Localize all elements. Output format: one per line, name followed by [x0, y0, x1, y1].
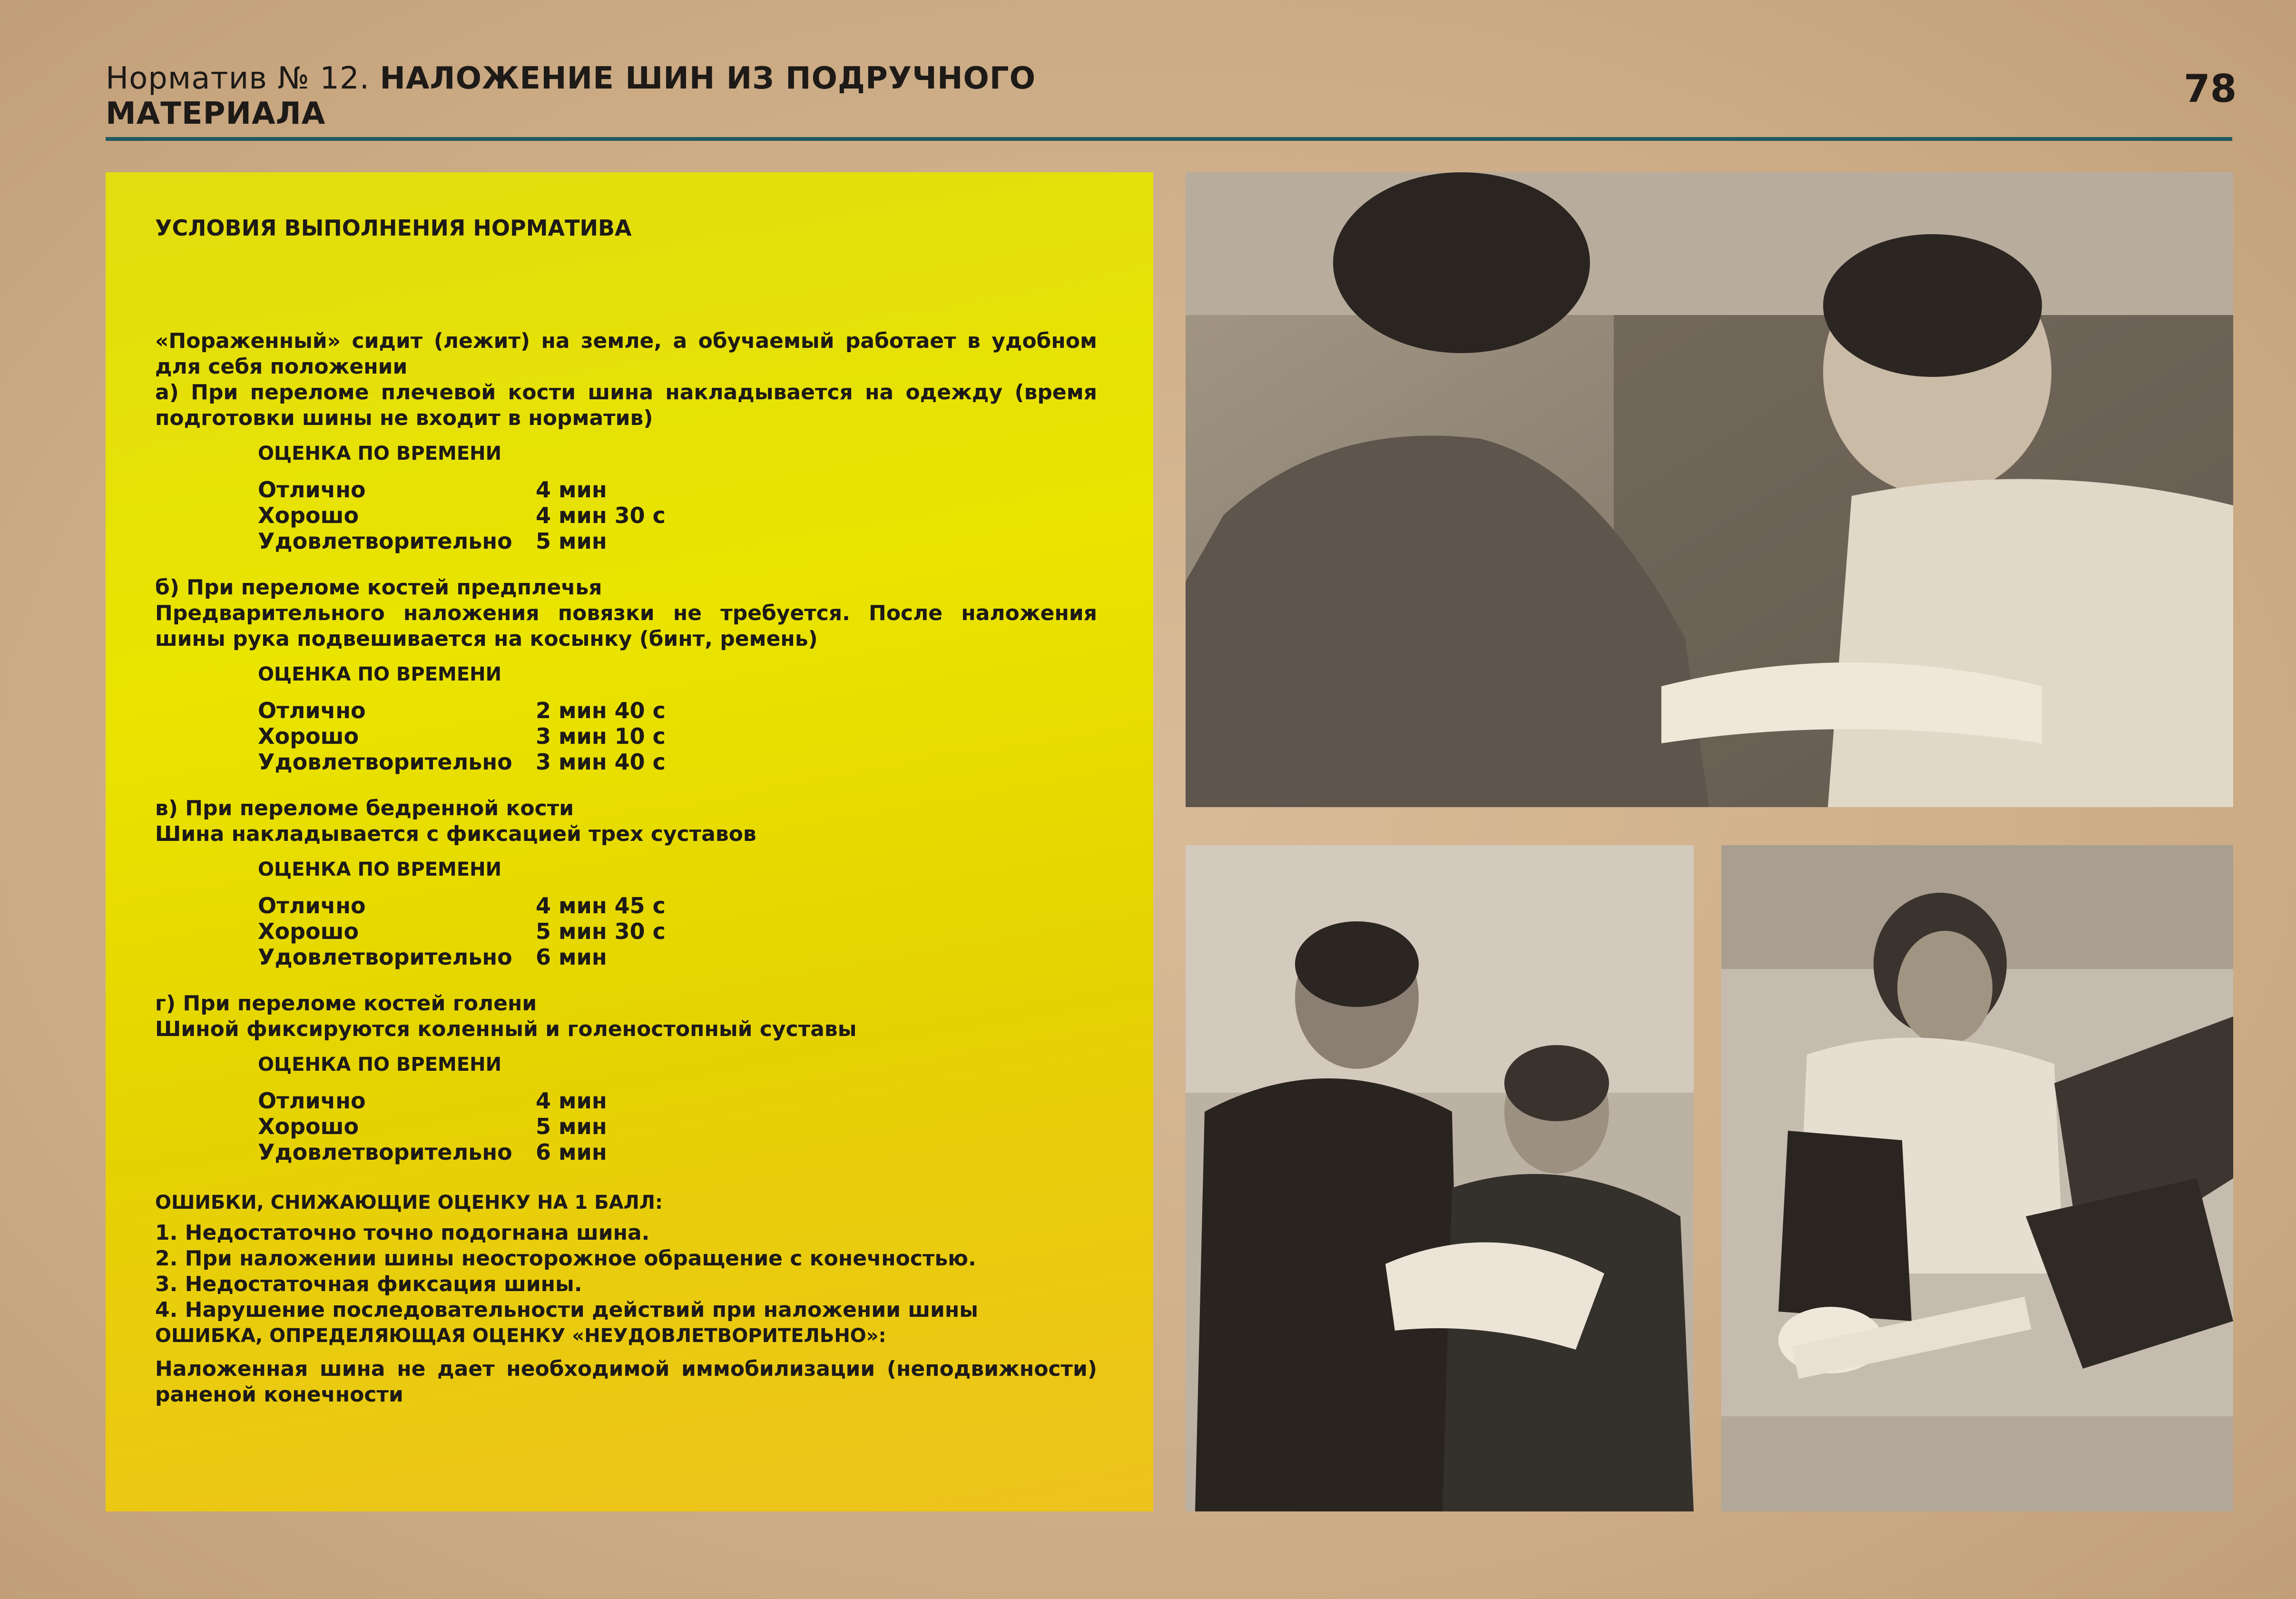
photo-bottom-left — [1186, 845, 1694, 1511]
table-row — [258, 1139, 607, 1165]
grade-label: Отлично — [258, 477, 366, 503]
list-item: 2. При наложении шины неосторожное обращение с конечностью. — [155, 1246, 976, 1271]
table-row — [258, 1088, 607, 1114]
photo-bottom-right — [1721, 845, 2233, 1511]
list-item: 1. Недостаточно точно подогнана шина. — [155, 1221, 650, 1245]
section-b-note: Предварительного наложения повязки не требуется. После наложения шины рука подвешивается на косынку (бинт, ремень) — [155, 601, 1097, 651]
section-d-heading: г) При переломе костей голени — [155, 991, 537, 1016]
section-b-heading: б) При переломе костей предплечья — [155, 575, 602, 600]
time-value: 6 мин — [536, 944, 607, 970]
time-value: 6 мин — [536, 1139, 607, 1165]
page-header — [106, 61, 1128, 131]
time-value: 4 мин — [536, 477, 607, 503]
table-row — [258, 944, 666, 970]
grade-label: Хорошо — [258, 1114, 359, 1139]
section-d-note: Шиной фиксируются коленный и голеностопный суставы — [155, 1017, 857, 1041]
time-value: 4 мин — [536, 1088, 607, 1114]
photo-top — [1186, 172, 2233, 807]
time-value: 3 мин 40 с — [536, 749, 666, 775]
time-value: 3 мин 10 с — [536, 723, 666, 749]
fail-text: Наложенная шина не дает необходимой иммобилизации (неподвижности) раненой конечности — [155, 1357, 1097, 1407]
fail-heading: ОШИБКА, ОПРЕДЕЛЯЮЩАЯ ОЦЕНКУ «НЕУДОВЛЕТВОРИТЕЛЬНО»: — [155, 1325, 886, 1347]
grade-label: Удовлетворительно — [258, 749, 512, 775]
section-c-heading: в) При переломе бедренной кости — [155, 796, 574, 820]
list-item: 3. Недостаточная фиксация шины. — [155, 1272, 582, 1296]
score-heading: ОЦЕНКА ПО ВРЕМЕНИ — [258, 443, 502, 464]
score-heading: ОЦЕНКА ПО ВРЕМЕНИ — [258, 859, 502, 880]
grade-label: Хорошо — [258, 918, 359, 944]
table-row — [258, 893, 666, 918]
conditions-title: УСЛОВИЯ ВЫПОЛНЕНИЯ НОРМАТИВА — [155, 215, 632, 241]
score-table-c — [258, 893, 666, 970]
section-a-heading: а) При переломе плечевой кости шина накладывается на одежду (время подготовки шины не входит в норматив) — [155, 380, 1097, 430]
table-row — [258, 1114, 607, 1139]
conditions-content — [155, 328, 1097, 1408]
table-row — [258, 749, 666, 775]
grade-label: Удовлетворительно — [258, 1139, 512, 1165]
list-item: 4. Нарушение последовательности действий при наложении шины — [155, 1298, 979, 1322]
time-value: 5 мин — [536, 1114, 607, 1139]
grade-label: Отлично — [258, 893, 366, 918]
table-row — [258, 723, 666, 749]
grade-label: Удовлетворительно — [258, 944, 512, 970]
photo-sling-arm-image — [1186, 845, 1694, 1511]
errors-heading: ОШИБКИ, СНИЖАЮЩИЕ ОЦЕНКУ НА 1 БАЛЛ: — [155, 1192, 663, 1214]
time-value: 4 мин 45 с — [536, 893, 666, 918]
score-table-a — [258, 477, 666, 554]
grade-label: Отлично — [258, 1088, 366, 1114]
grade-label: Отлично — [258, 698, 366, 723]
page-number: 78 — [2184, 67, 2237, 111]
time-value: 5 мин — [536, 528, 607, 554]
score-heading: ОЦЕНКА ПО ВРЕМЕНИ — [258, 1054, 502, 1076]
table-row — [258, 503, 666, 528]
table-row — [258, 918, 666, 944]
errors-list — [155, 1220, 1097, 1323]
table-row — [258, 477, 666, 503]
photo-splint-arm-image — [1186, 172, 2233, 807]
score-table-b — [258, 698, 666, 775]
grade-label: Удовлетворительно — [258, 528, 512, 554]
conditions-panel — [106, 172, 1153, 1511]
table-row — [258, 698, 666, 723]
grade-label: Хорошо — [258, 723, 359, 749]
grade-label: Хорошо — [258, 503, 359, 528]
time-value: 2 мин 40 с — [536, 698, 666, 723]
intro-text: «Пораженный» сидит (лежит) на земле, а обучаемый работает в удобном для себя положении — [155, 329, 1097, 379]
header-title-prefix: Норматив № 12. — [106, 61, 370, 96]
header-title: НАЛОЖЕНИЕ ШИН ИЗ ПОДРУЧНОГО МАТЕРИАЛА — [106, 61, 1036, 131]
time-value: 5 мин 30 с — [536, 918, 666, 944]
time-value: 4 мин 30 с — [536, 503, 666, 528]
score-table-d — [258, 1088, 607, 1165]
score-heading: ОЦЕНКА ПО ВРЕМЕНИ — [258, 663, 502, 685]
photo-splint-leg-image — [1721, 845, 2233, 1511]
header-divider — [106, 137, 2232, 141]
section-c-note: Шина накладывается с фиксацией трех суставов — [155, 822, 756, 846]
table-row — [258, 528, 666, 554]
